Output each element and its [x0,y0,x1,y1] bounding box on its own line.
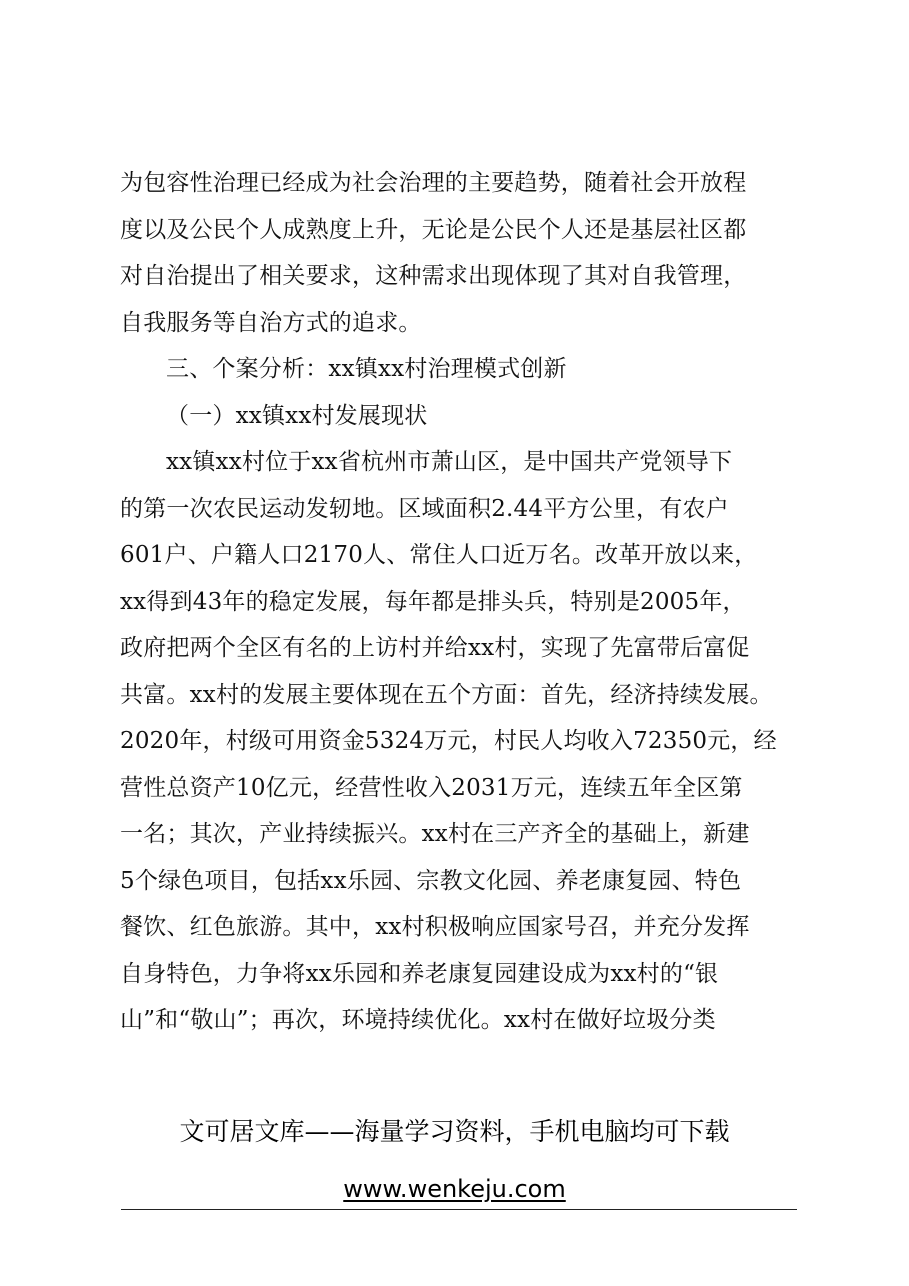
text-line: 山”和“敬山”；再次，环境持续优化。xx村在做好垃圾分类 [120,1007,716,1033]
text-line: 601户、户籍人口2170人、常住人口近万名。改革开放以来， [120,542,758,568]
text-line: 自身特色，力争将xx乐园和养老康复园建设成为xx村的“银 [120,960,719,987]
footer-url-link[interactable]: www.wenkeju.com [343,1175,566,1203]
footer-title: 文可居文库——海量学习资料，手机电脑均可下载 [179,1117,730,1146]
text-line: 政府把两个全区有名的上访村并给xx村，实现了先富带后富促 [120,635,750,661]
text-line: 度以及公民个人成熟度上升，无论是公民个人还是基层社区都 [120,216,747,243]
subsection-heading: （一）xx镇xx村发展现状 [166,402,428,429]
text-line: 自我服务等自治方式的追求。 [120,309,422,336]
text-line: 对自治提出了相关要求，这种需求出现体现了其对自我管理， [120,263,747,289]
text-line: 为包容性治理已经成为社会治理的主要趋势，随着社会开放程 [120,170,747,196]
text-line: 的第一次农民运动发轫地。区域面积2.44平方公里，有农户 [120,495,729,522]
text-line: 共富。xx村的发展主要体现在五个方面：首先，经济持续发展。 [120,681,773,708]
section-heading: 三、个案分析：xx镇xx村治理模式创新 [166,356,567,382]
text-line: 餐饮、红色旅游。其中，xx村积极响应国家号召，并充分发挥 [120,914,750,940]
text-line: 5个绿色项目，包括xx乐园、宗教文化园、养老康复园、特色 [120,867,742,894]
paragraph-first-line: xx镇xx村位于xx省杭州市萧山区，是中国共产党领导下 [166,449,733,475]
footer-url[interactable] [0,1172,909,1206]
text-line: 一名；其次，产业持续振兴。xx村在三产齐全的基础上，新建 [120,821,750,847]
footer-divider [121,1209,797,1210]
text-line: xx得到43年的稳定发展，每年都是排头兵，特别是2005年， [120,588,746,615]
text-line: 营性总资产10亿元，经营性收入2031万元，连续五年全区第 [120,774,743,801]
body-text [120,160,800,1044]
text-line: 2020年，村级可用资金5324万元，村民人均收入72350元，经 [120,728,777,754]
